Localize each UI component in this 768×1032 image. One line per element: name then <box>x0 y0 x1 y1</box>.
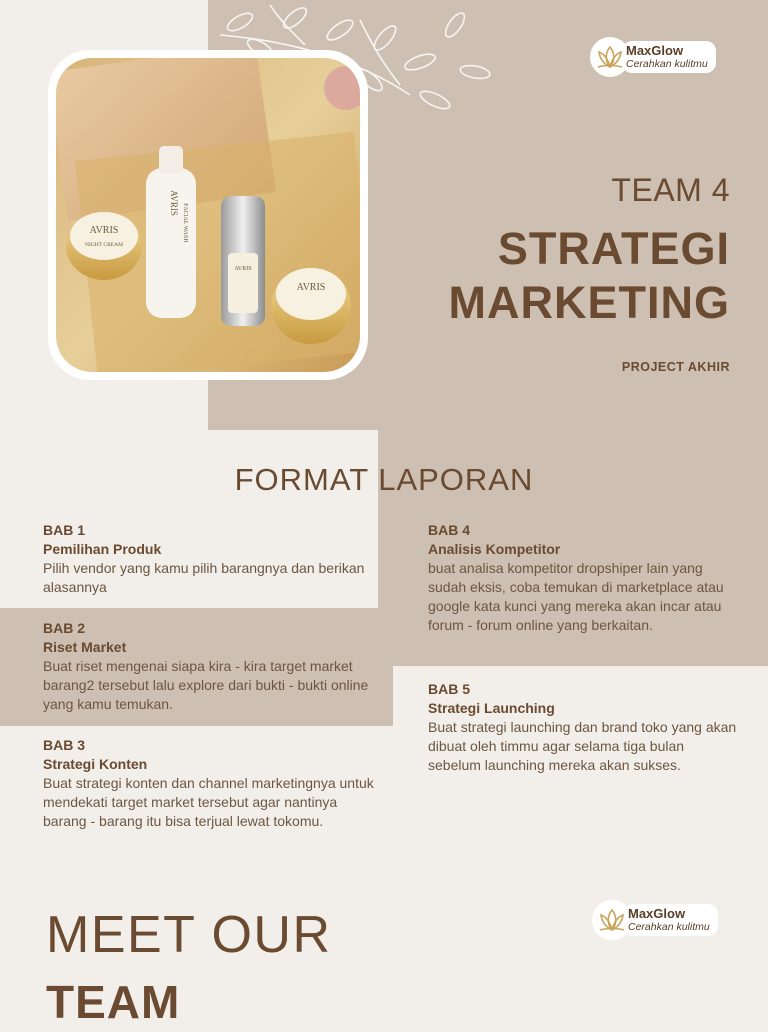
bab-title: Strategi Konten <box>43 756 148 772</box>
title-line-2: MARKETING <box>448 277 730 328</box>
serum-label: AVRIS <box>234 266 252 272</box>
bab-number: BAB 3 <box>43 737 86 753</box>
brand-tagline: Cerahkan kulitmu <box>626 58 708 70</box>
bab-title: Strategi Launching <box>428 700 555 716</box>
night-cream-label: AVRIS <box>89 225 119 236</box>
day-cream-label: AVRIS <box>296 282 326 293</box>
brand-name: MaxGlow <box>628 906 686 921</box>
bab-5 <box>428 680 738 775</box>
title-line-1: STRATEGI <box>497 223 730 274</box>
bab-body: buat analisa kompetitor dropshiper lain yang sudah eksis, coba temukan di marketplace atau google kata kunci yang mereka akan incar atau forum - forum online yang berkaitan. <box>428 560 724 633</box>
bab-number: BAB 5 <box>428 681 471 697</box>
bab-number: BAB 1 <box>43 522 86 538</box>
brand-logo <box>590 37 716 77</box>
brand-logo-bottom <box>592 900 718 940</box>
facial-wash-label: AVRIS <box>169 190 179 216</box>
bab-number: BAB 4 <box>428 522 471 538</box>
bab-2 <box>43 619 383 714</box>
bab-body: Buat riset mengenai siapa kira - kira target market barang2 tersebut lalu explore dari bukti - bukti online yang kamu temukan. <box>43 658 369 712</box>
bab-title: Riset Market <box>43 639 127 655</box>
bab-body: Buat strategi launching dan brand toko yang akan dibuat oleh timmu agar selama tiga bulan sebelum launching mereka akan sukses. <box>428 719 737 773</box>
bab-4 <box>428 521 738 635</box>
product-photo <box>56 58 360 372</box>
team-heading: TEAM <box>46 976 181 1028</box>
bab-title: Analisis Kompetitor <box>428 541 561 557</box>
project-subtitle: PROJECT AKHIR <box>621 360 730 374</box>
section-title: FORMAT LAPORAN <box>234 462 534 497</box>
team-label: TEAM 4 <box>611 172 730 208</box>
bab-title: Pemilihan Produk <box>43 541 162 557</box>
bab-1 <box>43 521 383 597</box>
bab-body: Buat strategi konten dan channel marketingnya untuk mendekati target market tersebut agar nantinya barang - barang itu bisa terjual lewat tokomu. <box>43 775 374 829</box>
facial-wash-sublabel: FACIAL WASH <box>182 203 188 243</box>
page-title <box>449 222 730 330</box>
bab-number: BAB 2 <box>43 620 86 636</box>
brand-name: MaxGlow <box>626 43 684 58</box>
brand-tagline: Cerahkan kulitmu <box>628 921 710 933</box>
night-cream-sublabel: NIGHT CREAM <box>85 242 123 248</box>
bab-body: Pilih vendor yang kamu pilih barangnya dan berikan alasannya <box>43 560 365 595</box>
bab-3 <box>43 736 383 831</box>
meet-heading: MEET OUR <box>46 906 332 964</box>
